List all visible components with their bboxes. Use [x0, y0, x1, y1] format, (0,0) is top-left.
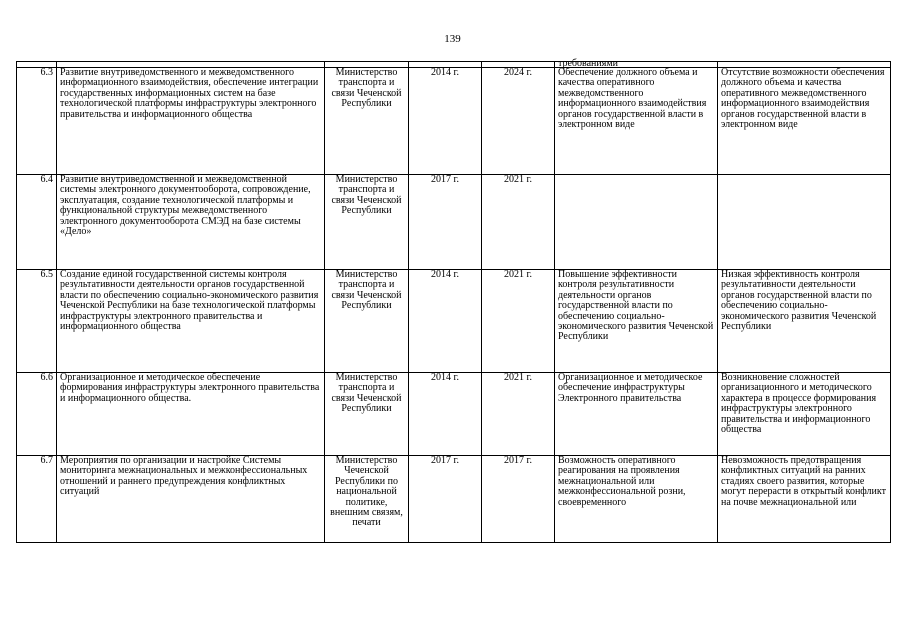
page-number: 139 [444, 33, 461, 45]
non-implementation-consequence: Низкая эффективность контроля результативности деятельности органов государственной власти по обеспечению социально-экономического развития Чеченской Республики [718, 270, 891, 373]
table-row [17, 270, 891, 373]
start-year: 2014 г. [409, 68, 482, 175]
expected-effect: Организационное и методическое обеспечение инфраструктуры Электронного правительства [555, 373, 718, 456]
measure-name: Развитие внутриведомственной и межведомственной системы электронного документооборота, сопровождение, эксплуатация, создание технологической платформы и функциональной структуры межведомственного электронного документооборота СМЭД на базе системы «Дело» [57, 175, 325, 270]
non-implementation-consequence: Невозможность предотвращения конфликтных ситуаций на ранних стадиях своего развития, которые могут перерасти в открытый конфликт на почве межнациональной или [718, 456, 891, 543]
expected-effect [555, 175, 718, 270]
measures-table [16, 58, 891, 543]
executor: Министерство Чеченской Республики по национальной политике, внешним связям, печати [325, 456, 409, 543]
executor: Министерство транспорта и связи Чеченской Республики [325, 373, 409, 456]
measure-name: Мероприятия по организации и настройке Системы мониторинга межнациональных и межконфессиональных отношений и раннего предупреждения конфликтных ситуаций [57, 456, 325, 543]
table-row [17, 456, 891, 543]
executor: Министерство транспорта и связи Чеченской Республики [325, 68, 409, 175]
row-number: 6.5 [17, 270, 57, 373]
row-number: 6.3 [17, 68, 57, 175]
table-row [17, 373, 891, 456]
executor: Министерство транспорта и связи Чеченской Республики [325, 175, 409, 270]
row-number: 6.7 [17, 456, 57, 543]
non-implementation-consequence: Возникновение сложностей организационного и методического характера в процессе формирования инфраструктуры электронного правительства и информационного общества [718, 373, 891, 456]
continuation-effect: требованиями [558, 58, 619, 69]
expected-effect: Повышение эффективности контроля результативности деятельности органов государственной власти по обеспечению социально-экономического развития Чеченской Республики [555, 270, 718, 373]
measure-name: Создание единой государственной системы контроля результативности деятельности органов государственной власти по обеспечению социально-экономического развития Чеченской Республики на базе технологической платформы инфраструктуры электронного правительства и информационного общества [57, 270, 325, 373]
end-year: 2021 г. [482, 373, 555, 456]
row-number: 6.6 [17, 373, 57, 456]
start-year: 2014 г. [409, 373, 482, 456]
end-year: 2021 г. [482, 175, 555, 270]
expected-effect: Возможность оперативного реагирования на проявления межнациональной или межконфессиональной розни, своевременного [555, 456, 718, 543]
expected-effect: Обеспечение должного объема и качества оперативного межведомственного информационного взаимодействия органов государственной власти в электронном виде [555, 68, 718, 175]
start-year: 2017 г. [409, 175, 482, 270]
row-number: 6.4 [17, 175, 57, 270]
table-row [17, 68, 891, 175]
measure-name: Развитие внутриведомственного и межведомственного информационного взаимодействия, обеспечение интеграции государственных информационных систем на базе технологической платформы инфраструктуры электронного правительства и информационного общества [57, 68, 325, 175]
start-year: 2014 г. [409, 270, 482, 373]
start-year: 2017 г. [409, 456, 482, 543]
table-row [17, 175, 891, 270]
end-year: 2021 г. [482, 270, 555, 373]
non-implementation-consequence [718, 175, 891, 270]
executor: Министерство транспорта и связи Чеченской Республики [325, 270, 409, 373]
non-implementation-consequence: Отсутствие возможности обеспечения должного объема и качества оперативного межведомственного информационного взаимодействия органов государственной власти в электронном виде [718, 68, 891, 175]
measure-name: Организационное и методическое обеспечение формирования инфраструктуры электронного правительства и информационного общества. [57, 373, 325, 456]
end-year: 2024 г. [482, 68, 555, 175]
end-year: 2017 г. [482, 456, 555, 543]
